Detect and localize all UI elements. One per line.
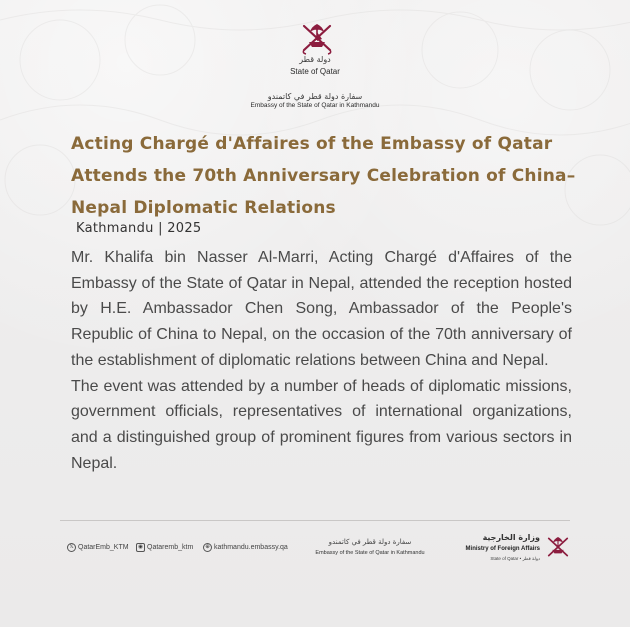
- divider: [60, 520, 570, 521]
- headline-line: Nepal Diplomatic Relations: [71, 198, 336, 218]
- headline-line: Acting Chargé d'Affaires of the Embassy of Qatar: [71, 134, 553, 154]
- footer-embassy-arabic: سفارة دولة قطر في كاتمندو: [328, 538, 412, 546]
- globe-icon: ⊕: [203, 543, 212, 552]
- x-icon: 𝕏: [67, 543, 76, 552]
- article-body: [71, 245, 572, 476]
- qatar-emblem-icon: [296, 20, 338, 56]
- footer: [0, 530, 630, 570]
- ministry-subtitle: State of Qatar • دولة قطر: [490, 556, 540, 561]
- embassy-name-english: Embassy of the State of Qatar in Kathmandu: [250, 102, 380, 109]
- website-url: kathmandu.embassy.qa: [214, 544, 288, 551]
- embassy-name-arabic: سفارة دولة قطر في كاتمندو: [267, 92, 363, 101]
- headline: [71, 128, 611, 224]
- website-link[interactable]: [203, 543, 288, 552]
- ministry-name-english: Ministry of Foreign Affairs: [465, 546, 540, 552]
- instagram-icon: ◉: [136, 543, 145, 552]
- x-handle: QatarEmb_KTM: [78, 544, 129, 551]
- paragraph: The event was attended by a number of heads of diplomatic missions, government officials, representatives of international organizations, and a distinguished group of prominent figures from various sectors in Nepal.: [71, 377, 572, 472]
- instagram-handle: Qataremb_ktm: [147, 544, 194, 551]
- x-link[interactable]: [67, 543, 129, 552]
- headline-line: Attends the 70th Anniversary Celebration of China–: [71, 166, 576, 186]
- footer-embassy-english: Embassy of the State of Qatar in Kathmandu: [315, 550, 425, 556]
- paragraph: Mr. Khalifa bin Nasser Al-Marri, Acting Chargé d'Affaires of the Embassy of the State of Qatar in Nepal, attended the reception hosted by H.E. Ambassador Chen Song, Ambassador of the People's Republic of China to Nepal, on the occasion of the 70th anniversary of the establishment of diplomatic relations between China and Nepal.: [71, 249, 572, 369]
- instagram-link[interactable]: [136, 543, 193, 552]
- ministry-name-arabic: وزارة الخارجية: [482, 533, 540, 542]
- state-name-arabic: دولة قطر: [299, 55, 331, 64]
- state-name-english: State of Qatar: [290, 67, 340, 76]
- qatar-emblem-icon: [543, 532, 573, 562]
- dateline: Kathmandu | 2025: [76, 221, 202, 236]
